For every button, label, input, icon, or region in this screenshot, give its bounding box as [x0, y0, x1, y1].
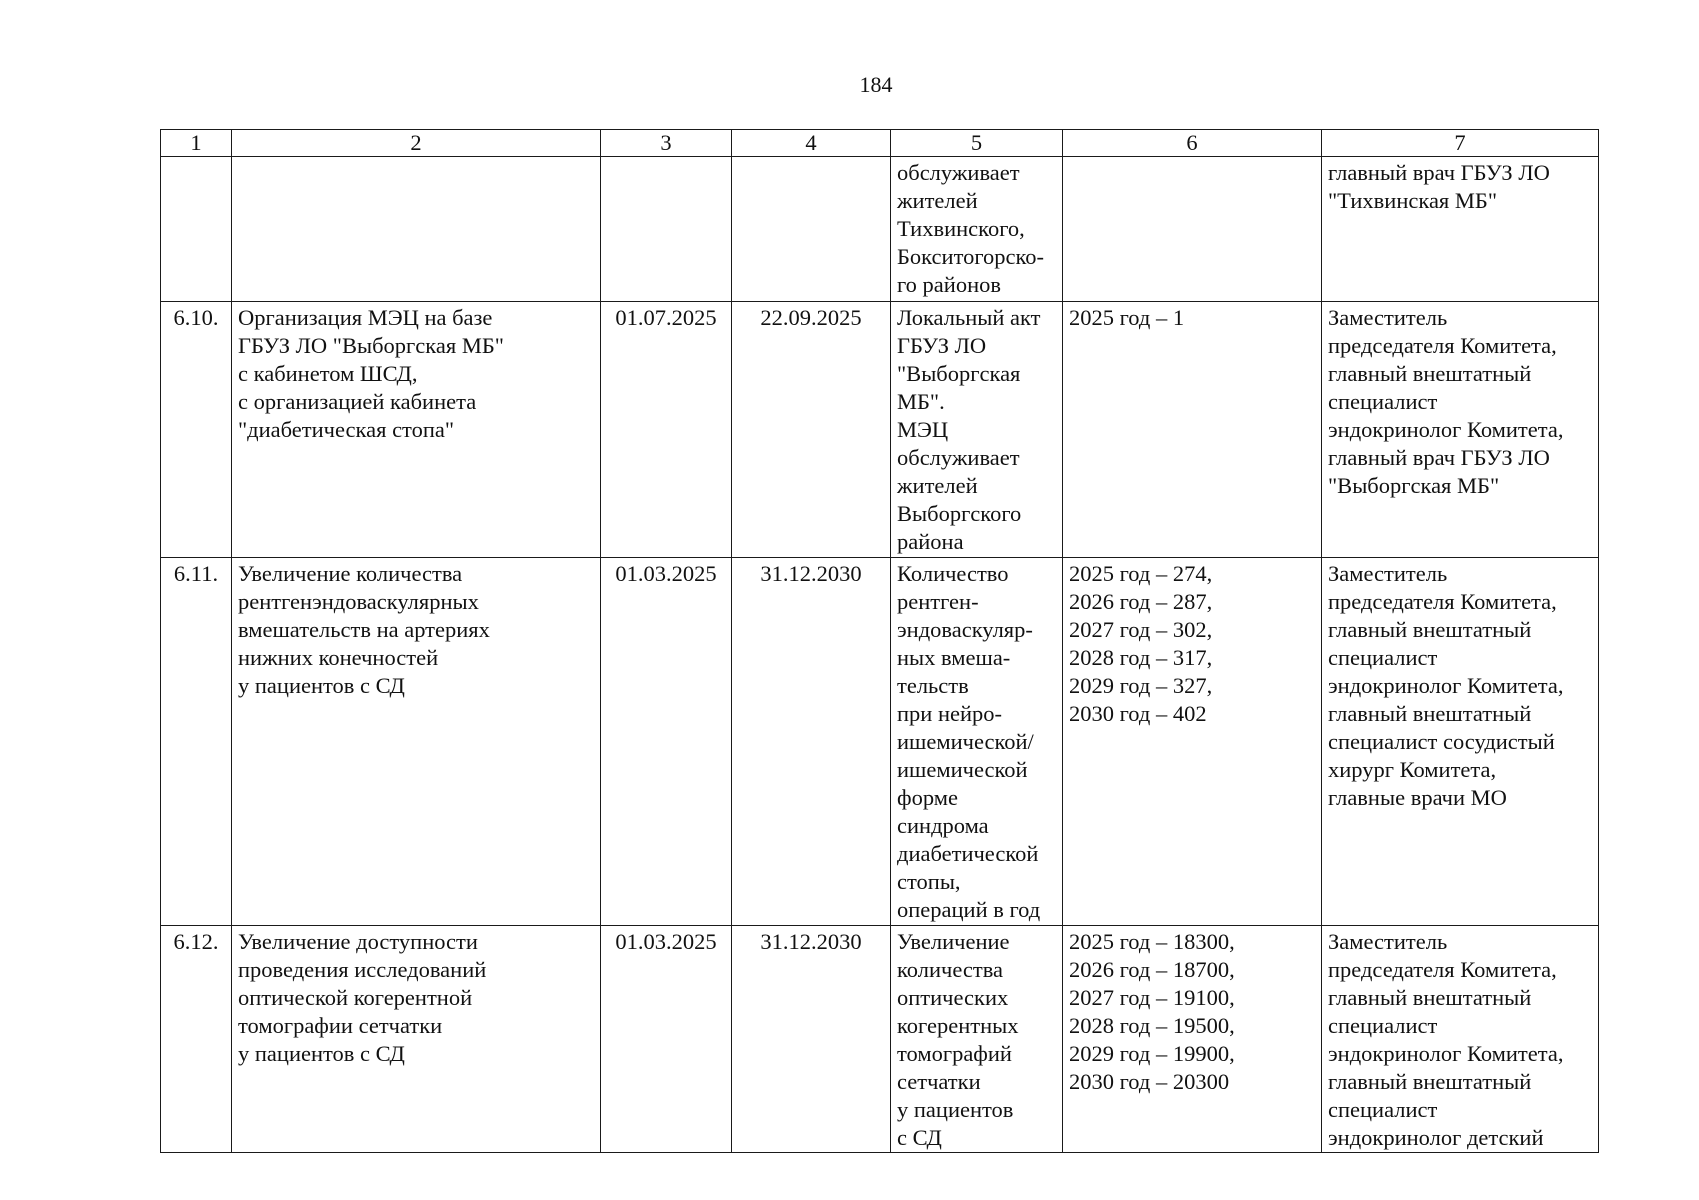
- result-line: синдрома: [897, 813, 989, 838]
- values-line: 2029 год – 327,: [1069, 673, 1213, 698]
- result-line: у пациентов: [897, 1097, 1014, 1122]
- responsible-line: эндокринолог Комитета,: [1328, 417, 1564, 442]
- responsible-line: эндокринолог Комитета,: [1328, 1041, 1564, 1066]
- event-cell: [232, 157, 601, 302]
- responsible-cell: [1322, 558, 1599, 926]
- result-line: "Выборгская: [897, 361, 1021, 386]
- result-line: диабетической: [897, 841, 1039, 866]
- result-line: го районов: [897, 272, 1001, 297]
- result-line: стопы,: [897, 869, 961, 894]
- start-date-cell: 01.03.2025: [601, 926, 732, 1153]
- result-line: МЭЦ: [897, 417, 949, 442]
- result-line: ишемической/: [897, 729, 1034, 754]
- column-number-header-row: [161, 130, 1599, 157]
- responsible-line: эндокринолог Комитета,: [1328, 673, 1564, 698]
- event-line: проведения исследований: [238, 957, 487, 982]
- result-line: обслуживает: [897, 160, 1020, 185]
- event-line: у пациентов с СД: [238, 1041, 405, 1066]
- result-line: Количество: [897, 561, 1009, 586]
- responsible-line: главный внештатный: [1328, 617, 1532, 642]
- end-date-cell: 31.12.2030: [732, 558, 891, 926]
- values-cell: [1063, 302, 1322, 558]
- result-line: форме: [897, 785, 958, 810]
- result-line: обслуживает: [897, 445, 1020, 470]
- values-line: 2029 год – 19900,: [1069, 1041, 1235, 1066]
- table-row: [161, 926, 1599, 1153]
- responsible-line: председателя Комитета,: [1328, 333, 1557, 358]
- values-line: 2028 год – 317,: [1069, 645, 1213, 670]
- values-line: 2026 год – 287,: [1069, 589, 1213, 614]
- result-line: когерентных: [897, 1013, 1019, 1038]
- responsible-cell: [1322, 157, 1599, 302]
- values-line: 2030 год – 402: [1069, 701, 1207, 726]
- end-date-cell: [732, 157, 891, 302]
- result-cell: [891, 558, 1063, 926]
- responsible-line: специалист сосудистый: [1328, 729, 1555, 754]
- responsible-line: Заместитель: [1328, 929, 1448, 954]
- plan-table: [160, 129, 1599, 1153]
- responsible-line: Заместитель: [1328, 305, 1448, 330]
- result-line: эндоваскуляр-: [897, 617, 1033, 642]
- responsible-cell: [1322, 926, 1599, 1153]
- result-line: Локальный акт: [897, 305, 1041, 330]
- responsible-line: специалист: [1328, 1013, 1438, 1038]
- end-date-cell: 31.12.2030: [732, 926, 891, 1153]
- responsible-line: главный врач ГБУЗ ЛО: [1328, 160, 1550, 185]
- responsible-line: эндокринолог детский: [1328, 1125, 1544, 1150]
- values-cell: [1063, 926, 1322, 1153]
- result-line: количества: [897, 957, 1004, 982]
- event-cell: [232, 302, 601, 558]
- item-number-cell: [161, 157, 232, 302]
- event-line: с кабинетом ШСД,: [238, 361, 418, 386]
- values-line: 2028 год – 19500,: [1069, 1013, 1235, 1038]
- result-line: при нейро-: [897, 701, 1003, 726]
- start-date-cell: [601, 157, 732, 302]
- responsible-line: "Выборгская МБ": [1328, 473, 1500, 498]
- end-date-cell: 22.09.2025: [732, 302, 891, 558]
- result-line: томографий: [897, 1041, 1012, 1066]
- responsible-line: специалист: [1328, 1097, 1438, 1122]
- column-header: 2: [232, 130, 601, 157]
- values-line: 2025 год – 274,: [1069, 561, 1213, 586]
- table-row: [161, 302, 1599, 558]
- event-line: с организацией кабинета: [238, 389, 477, 414]
- result-line: Выборгского: [897, 501, 1022, 526]
- column-header: 7: [1322, 130, 1599, 157]
- values-line: 2025 год – 1: [1069, 305, 1185, 330]
- values-line: 2030 год – 20300: [1069, 1069, 1230, 1094]
- result-line: Бокситогорско-: [897, 244, 1045, 269]
- responsible-cell: [1322, 302, 1599, 558]
- event-line: Увеличение доступности: [238, 929, 478, 954]
- table-row: [161, 157, 1599, 302]
- result-line: МБ".: [897, 389, 945, 414]
- values-line: 2027 год – 19100,: [1069, 985, 1235, 1010]
- responsible-line: главные врачи МО: [1328, 785, 1507, 810]
- responsible-line: главный врач ГБУЗ ЛО: [1328, 445, 1550, 470]
- table-row: [161, 558, 1599, 926]
- result-line: Тихвинского,: [897, 216, 1025, 241]
- result-line: жителей: [897, 188, 978, 213]
- event-line: томографии сетчатки: [238, 1013, 443, 1038]
- result-line: сетчатки: [897, 1069, 981, 1094]
- responsible-line: главный внештатный: [1328, 361, 1532, 386]
- column-header: 5: [891, 130, 1063, 157]
- responsible-line: главный внештатный: [1328, 1069, 1532, 1094]
- result-line: ишемической: [897, 757, 1028, 782]
- event-cell: [232, 926, 601, 1153]
- result-line: района: [897, 529, 964, 554]
- responsible-line: специалист: [1328, 389, 1438, 414]
- result-cell: [891, 926, 1063, 1153]
- result-line: операций в год: [897, 897, 1041, 922]
- responsible-line: специалист: [1328, 645, 1438, 670]
- column-header: 1: [161, 130, 232, 157]
- start-date-cell: 01.07.2025: [601, 302, 732, 558]
- page-number: 184: [859, 72, 893, 97]
- event-line: ГБУЗ ЛО "Выборгская МБ": [238, 333, 504, 358]
- event-line: оптической когерентной: [238, 985, 473, 1010]
- item-number-cell: 6.12.: [161, 926, 232, 1153]
- event-cell: [232, 558, 601, 926]
- result-line: тельств: [897, 673, 969, 698]
- result-cell: [891, 157, 1063, 302]
- responsible-line: Заместитель: [1328, 561, 1448, 586]
- responsible-line: председателя Комитета,: [1328, 589, 1557, 614]
- result-line: ГБУЗ ЛО: [897, 333, 987, 358]
- values-line: 2025 год – 18300,: [1069, 929, 1235, 954]
- responsible-line: главный внештатный: [1328, 701, 1532, 726]
- column-header: 3: [601, 130, 732, 157]
- responsible-line: председателя Комитета,: [1328, 957, 1557, 982]
- result-cell: [891, 302, 1063, 558]
- event-line: нижних конечностей: [238, 645, 439, 670]
- item-number-cell: 6.10.: [161, 302, 232, 558]
- event-line: у пациентов с СД: [238, 673, 405, 698]
- event-line: рентгенэндоваскулярных: [238, 589, 479, 614]
- result-line: ных вмеша-: [897, 645, 1011, 670]
- responsible-line: хирург Комитета,: [1328, 757, 1497, 782]
- values-line: 2026 год – 18700,: [1069, 957, 1235, 982]
- result-line: оптических: [897, 985, 1009, 1010]
- result-line: с СД: [897, 1125, 942, 1150]
- start-date-cell: 01.03.2025: [601, 558, 732, 926]
- result-line: рентген-: [897, 589, 979, 614]
- event-line: вмешательств на артериях: [238, 617, 490, 642]
- values-cell: [1063, 558, 1322, 926]
- event-line: Увеличение количества: [238, 561, 463, 586]
- result-line: жителей: [897, 473, 978, 498]
- event-line: "диабетическая стопа": [238, 417, 455, 442]
- values-line: 2027 год – 302,: [1069, 617, 1213, 642]
- column-header: 6: [1063, 130, 1322, 157]
- event-line: Организация МЭЦ на базе: [238, 305, 493, 330]
- item-number-cell: 6.11.: [161, 558, 232, 926]
- column-header: 4: [732, 130, 891, 157]
- values-cell: [1063, 157, 1322, 302]
- responsible-line: главный внештатный: [1328, 985, 1532, 1010]
- responsible-line: "Тихвинская МБ": [1328, 188, 1498, 213]
- result-line: Увеличение: [897, 929, 1010, 954]
